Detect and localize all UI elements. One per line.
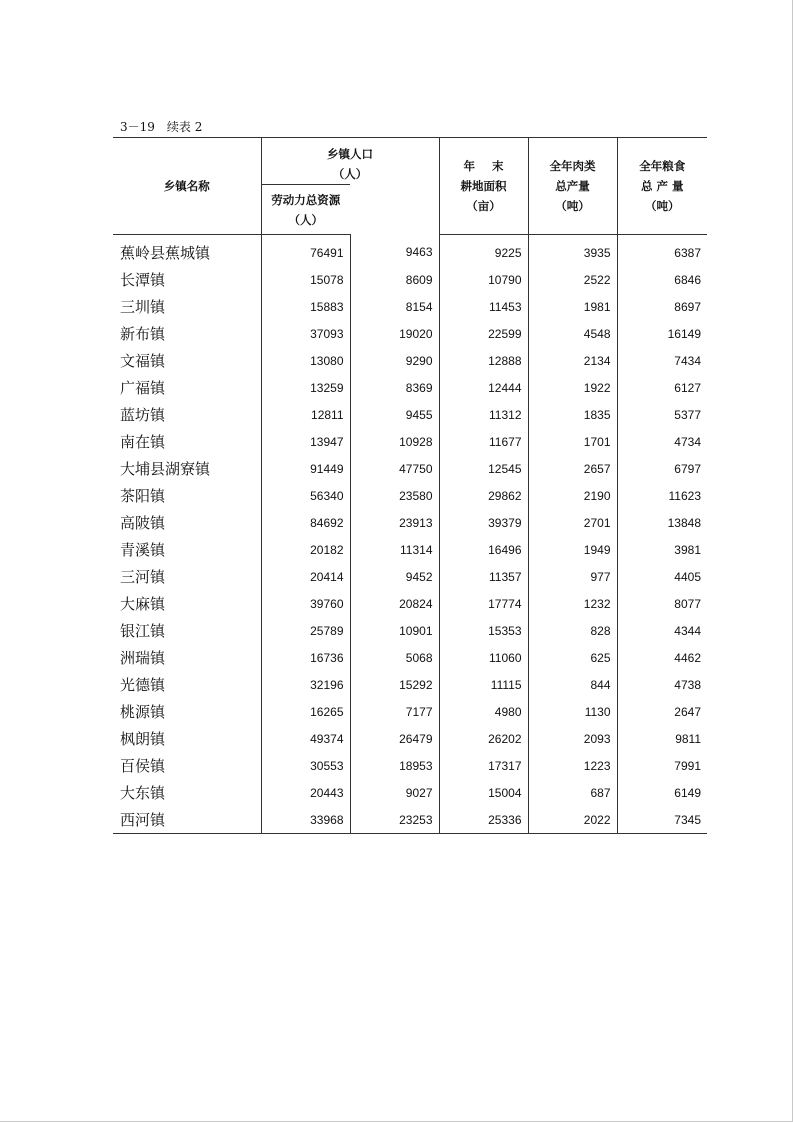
cell-meat: 2022: [528, 806, 617, 834]
table-row: [113, 293, 707, 320]
cell-name: 三圳镇: [120, 298, 166, 316]
cell-grain: 4462: [617, 644, 707, 671]
cell-grain: 4405: [617, 563, 707, 590]
cell-meat: 1949: [528, 536, 617, 563]
cell-grain: 16149: [617, 320, 707, 347]
cell-labor: 10901: [350, 617, 439, 644]
cell-labor: 9027: [350, 779, 439, 806]
cell-grain: 8077: [617, 590, 707, 617]
cell-farmland: 15353: [439, 617, 528, 644]
cell-meat: 1981: [528, 293, 617, 320]
cell-name: 蓝坊镇: [120, 406, 166, 424]
cell-name: 三河镇: [120, 568, 166, 586]
cell-labor: 11314: [350, 536, 439, 563]
header-meat: 全年肉类 总产量 （吨）: [528, 138, 617, 235]
table-row: [113, 266, 707, 293]
cell-name: 光德镇: [120, 676, 166, 694]
cell-population: 32196: [261, 671, 350, 698]
cell-grain: 6797: [617, 455, 707, 482]
cell-name: 高陂镇: [120, 514, 166, 532]
cell-farmland: 26202: [439, 725, 528, 752]
cell-grain: 5377: [617, 401, 707, 428]
cell-name: 蕉岭县蕉城镇: [120, 244, 211, 262]
header-town: 乡镇名称: [113, 138, 261, 235]
cell-population: 76491: [261, 235, 350, 267]
cell-meat: 1130: [528, 698, 617, 725]
table-row: [113, 482, 707, 509]
cell-farmland: 39379: [439, 509, 528, 536]
cell-grain: 6846: [617, 266, 707, 293]
cell-name: 南在镇: [120, 433, 166, 451]
cell-population: 84692: [261, 509, 350, 536]
cell-farmland: 17317: [439, 752, 528, 779]
cell-farmland: 11115: [439, 671, 528, 698]
cell-population: 16265: [261, 698, 350, 725]
cell-name: 长潭镇: [120, 271, 166, 289]
cell-meat: 1223: [528, 752, 617, 779]
table-row: [113, 617, 707, 644]
cell-population: 20414: [261, 563, 350, 590]
cell-labor: 9452: [350, 563, 439, 590]
cell-meat: 1922: [528, 374, 617, 401]
cell-labor: 8369: [350, 374, 439, 401]
cell-population: 49374: [261, 725, 350, 752]
table-row: [113, 563, 707, 590]
cell-name: 枫朗镇: [120, 730, 166, 748]
header-row-top: [113, 138, 707, 185]
cell-labor: 8154: [350, 293, 439, 320]
cell-farmland: 11357: [439, 563, 528, 590]
cell-farmland: 29862: [439, 482, 528, 509]
cell-name: 新布镇: [120, 325, 166, 343]
cell-meat: 625: [528, 644, 617, 671]
cell-labor: 9455: [350, 401, 439, 428]
cell-name: 文福镇: [120, 352, 166, 370]
table-row: [113, 698, 707, 725]
cell-meat: 828: [528, 617, 617, 644]
cell-meat: 2657: [528, 455, 617, 482]
table-row: [113, 347, 707, 374]
cell-labor: 23253: [350, 806, 439, 834]
cell-labor: 23913: [350, 509, 439, 536]
cell-farmland: 9225: [439, 235, 528, 267]
table-row: [113, 401, 707, 428]
cell-population: 20182: [261, 536, 350, 563]
cell-meat: 1701: [528, 428, 617, 455]
cell-population: 25789: [261, 617, 350, 644]
header-population: 乡镇人口 （人）: [261, 138, 439, 185]
cell-meat: 844: [528, 671, 617, 698]
cell-population: 56340: [261, 482, 350, 509]
cell-grain: 4344: [617, 617, 707, 644]
cell-meat: 2522: [528, 266, 617, 293]
statistics-table: [113, 137, 707, 834]
header-grain: 全年粮食 总 产 量 （吨）: [617, 138, 707, 235]
cell-farmland: 11453: [439, 293, 528, 320]
cell-population: 39760: [261, 590, 350, 617]
cell-grain: 6387: [617, 235, 707, 267]
table-caption: 3－19 续表 2: [120, 120, 203, 134]
cell-population: 13259: [261, 374, 350, 401]
cell-grain: 4734: [617, 428, 707, 455]
table-row: [113, 428, 707, 455]
cell-population: 15883: [261, 293, 350, 320]
cell-farmland: 11677: [439, 428, 528, 455]
cell-meat: 2190: [528, 482, 617, 509]
cell-grain: 11623: [617, 482, 707, 509]
table-row: [113, 725, 707, 752]
cell-grain: 4738: [617, 671, 707, 698]
header-farmland: 年 末 耕地面积 （亩）: [439, 138, 528, 235]
cell-population: 16736: [261, 644, 350, 671]
cell-grain: 3981: [617, 536, 707, 563]
table-row: [113, 509, 707, 536]
cell-name: 银江镇: [120, 622, 166, 640]
cell-meat: 977: [528, 563, 617, 590]
cell-population: 91449: [261, 455, 350, 482]
cell-population: 30553: [261, 752, 350, 779]
cell-name: 大麻镇: [120, 595, 166, 613]
cell-labor: 7177: [350, 698, 439, 725]
cell-name: 茶阳镇: [120, 487, 166, 505]
cell-labor: 5068: [350, 644, 439, 671]
cell-name: 青溪镇: [120, 541, 166, 559]
cell-population: 15078: [261, 266, 350, 293]
cell-labor: 20824: [350, 590, 439, 617]
cell-name: 桃源镇: [120, 703, 166, 721]
cell-labor: 8609: [350, 266, 439, 293]
cell-name: 广福镇: [120, 379, 166, 397]
cell-labor: 15292: [350, 671, 439, 698]
cell-population: 13080: [261, 347, 350, 374]
cell-farmland: 12888: [439, 347, 528, 374]
cell-grain: 6149: [617, 779, 707, 806]
cell-farmland: 22599: [439, 320, 528, 347]
cell-farmland: 12545: [439, 455, 528, 482]
cell-name: 西河镇: [113, 806, 261, 834]
cell-labor: 10928: [350, 428, 439, 455]
table-row: [113, 671, 707, 698]
cell-farmland: 17774: [439, 590, 528, 617]
cell-grain: 8697: [617, 293, 707, 320]
cell-farmland: 12444: [439, 374, 528, 401]
cell-meat: 2701: [528, 509, 617, 536]
table-row: [113, 536, 707, 563]
cell-labor: 9290: [350, 347, 439, 374]
table-row: [113, 806, 707, 834]
cell-farmland: 15004: [439, 779, 528, 806]
cell-grain: 7434: [617, 347, 707, 374]
cell-population: 20443: [261, 779, 350, 806]
cell-grain: 6127: [617, 374, 707, 401]
cell-farmland: 4980: [439, 698, 528, 725]
cell-labor: 26479: [350, 725, 439, 752]
cell-grain: 7345: [617, 806, 707, 834]
cell-labor: 47750: [350, 455, 439, 482]
cell-meat: 4548: [528, 320, 617, 347]
table-row: [113, 590, 707, 617]
table-row: [113, 235, 707, 267]
table-row: [113, 455, 707, 482]
cell-name: 大埔县湖寮镇: [120, 460, 211, 478]
table-row: [113, 374, 707, 401]
table-body: [113, 235, 707, 834]
cell-meat: 3935: [528, 235, 617, 267]
table-row: [113, 320, 707, 347]
cell-meat: 687: [528, 779, 617, 806]
cell-meat: 2093: [528, 725, 617, 752]
cell-labor: 9463: [350, 235, 439, 267]
cell-farmland: 11312: [439, 401, 528, 428]
table-row: [113, 779, 707, 806]
cell-labor: 23580: [350, 482, 439, 509]
cell-grain: 13848: [617, 509, 707, 536]
cell-farmland: 11060: [439, 644, 528, 671]
cell-farmland: 16496: [439, 536, 528, 563]
table-row: [113, 752, 707, 779]
table-row: [113, 644, 707, 671]
cell-farmland: 25336: [439, 806, 528, 834]
cell-grain: 2647: [617, 698, 707, 725]
cell-grain: 7991: [617, 752, 707, 779]
cell-name: 百侯镇: [120, 757, 166, 775]
cell-labor: 18953: [350, 752, 439, 779]
header-labor: 劳动力总资源 （人）: [261, 185, 350, 235]
cell-population: 33968: [261, 806, 350, 834]
cell-meat: 1232: [528, 590, 617, 617]
cell-meat: 2134: [528, 347, 617, 374]
cell-population: 13947: [261, 428, 350, 455]
cell-name: 大东镇: [120, 784, 166, 802]
cell-population: 37093: [261, 320, 350, 347]
cell-grain: 9811: [617, 725, 707, 752]
cell-name: 洲瑞镇: [120, 649, 166, 667]
cell-farmland: 10790: [439, 266, 528, 293]
cell-meat: 1835: [528, 401, 617, 428]
cell-labor: 19020: [350, 320, 439, 347]
cell-population: 12811: [261, 401, 350, 428]
